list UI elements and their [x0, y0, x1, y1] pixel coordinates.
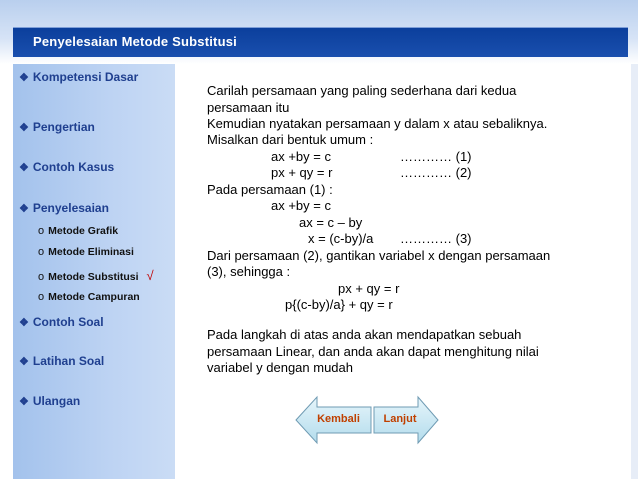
content-line: Pada langkah di atas anda akan mendapatkan sebuah: [207, 327, 522, 342]
equation: px + qy = r: [338, 281, 400, 296]
content-line: Kemudian nyatakan persamaan y dalam x atau sebaliknya.: [207, 116, 548, 131]
equation: x = (c-by)/a: [308, 231, 374, 246]
sidebar-item-kompetensi-dasar[interactable]: ❖ Kompetensi Dasar: [19, 70, 139, 84]
next-button[interactable]: [373, 395, 439, 445]
equation: p{(c-by)/a} + qy = r: [285, 297, 393, 312]
sidebar-item-contoh-kasus[interactable]: ❖ Contoh Kasus: [19, 160, 115, 174]
sidebar-subitem-metode-grafik[interactable]: o Metode Grafik: [38, 225, 119, 237]
check-mark-icon: √: [146, 268, 154, 283]
diamond-bullet-icon: ❖: [19, 396, 29, 408]
sidebar-subitem-metode-eliminasi[interactable]: o Metode Eliminasi: [38, 246, 134, 258]
title-bar: [13, 27, 628, 57]
diamond-bullet-icon: ❖: [19, 356, 29, 368]
equation-number: ………… (1): [400, 149, 472, 164]
circle-bullet-icon: o: [38, 271, 45, 283]
content-line: Pada persamaan (1) :: [207, 182, 333, 197]
content-line: Misalkan dari bentuk umum :: [207, 132, 374, 147]
next-button-label: Lanjut: [383, 413, 417, 425]
sidebar-subitem-metode-substitusi[interactable]: o Metode Substitusi √: [38, 268, 154, 283]
diamond-bullet-icon: ❖: [19, 72, 29, 84]
back-button-label: Kembali: [317, 413, 360, 425]
content-line: persamaan Linear, dan anda akan dapat menghitung nilai: [207, 344, 539, 359]
back-button[interactable]: [295, 395, 372, 445]
sidebar-item-pengertian[interactable]: ❖ Pengertian: [19, 120, 95, 134]
content-line: Dari persamaan (2), gantikan variabel x dengan persamaan: [207, 248, 551, 263]
diamond-bullet-icon: ❖: [19, 203, 29, 215]
right-edge: [631, 64, 638, 479]
sidebar-item-penyelesaian[interactable]: ❖ Penyelesaian: [19, 201, 109, 215]
equation-number: ………… (3): [400, 231, 472, 246]
equation-number: ………… (2): [400, 165, 472, 180]
content-line: Carilah persamaan yang paling sederhana dari kedua: [207, 83, 517, 98]
diamond-bullet-icon: ❖: [19, 162, 29, 174]
sidebar-item-latihan-soal[interactable]: ❖ Latihan Soal: [19, 354, 105, 368]
sidebar-subitem-metode-campuran[interactable]: o Metode Campuran: [38, 291, 140, 303]
circle-bullet-icon: o: [38, 225, 45, 237]
equation: ax +by = c: [271, 149, 331, 164]
sidebar-item-contoh-soal[interactable]: ❖ Contoh Soal: [19, 315, 104, 329]
circle-bullet-icon: o: [38, 291, 45, 303]
diamond-bullet-icon: ❖: [19, 122, 29, 134]
equation: px + qy = r: [271, 165, 333, 180]
equation: ax +by = c: [271, 198, 331, 213]
diamond-bullet-icon: ❖: [19, 317, 29, 329]
equation: ax = c – by: [299, 215, 363, 230]
sidebar-item-ulangan[interactable]: ❖ Ulangan: [19, 394, 81, 408]
content-line: persamaan itu: [207, 100, 290, 115]
content-line: variabel y dengan mudah: [207, 360, 353, 375]
circle-bullet-icon: o: [38, 246, 45, 258]
page-title: Penyelesaian Metode Substitusi: [33, 34, 237, 49]
content-line: (3), sehingga :: [207, 264, 291, 279]
